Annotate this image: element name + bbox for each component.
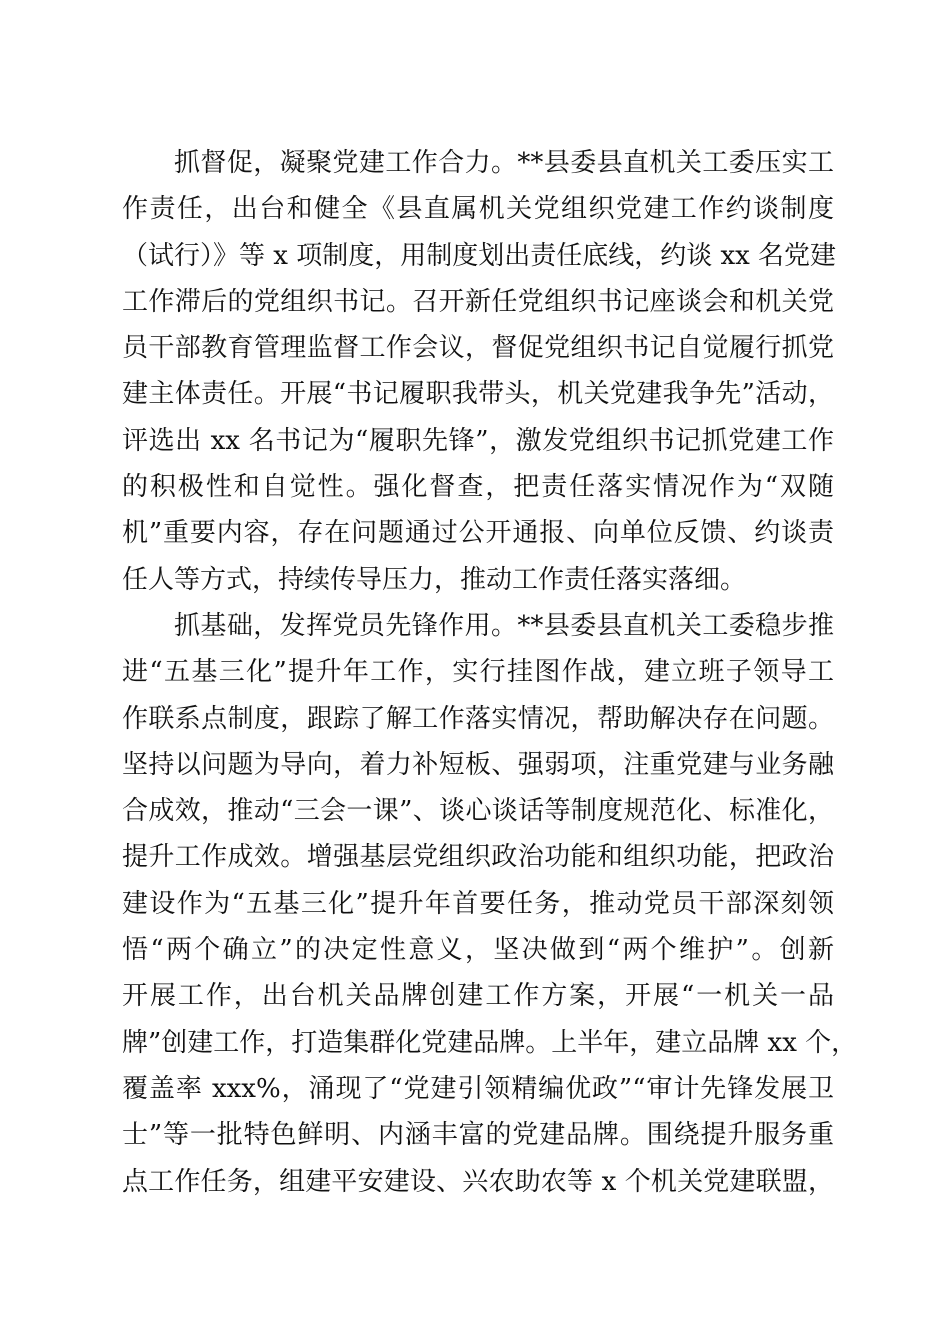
paragraph-supervision — [122, 140, 837, 603]
paragraph-line: 机”重要内容，存在问题通过公开通报、向单位反馈、约谈责 — [122, 518, 834, 549]
paragraph-line: 作联系点制度，跟踪了解工作落实情况，帮助解决存在问题。 — [122, 703, 834, 734]
paragraph-line: 提升工作成效。增强基层党组织政治功能和组织功能，把政治 — [122, 842, 834, 873]
paragraph-line: 抓基础，发挥党员先锋作用。**县委县直机关工委稳步推 — [174, 610, 834, 641]
paragraph-foundation — [122, 603, 858, 1205]
paragraph-line: 合成效，推动“三会一课”、谈心谈话等制度规范化、标准化， — [122, 796, 834, 827]
paragraph-line: 工作滞后的党组织书记。召开新任党组织书记座谈会和机关党 — [122, 286, 834, 317]
paragraph-line: 悟“两个确立”的决定性意义，坚决做到“两个维护”。创新 — [122, 935, 834, 966]
paragraph-line: 抓督促，凝聚党建工作合力。**县委县直机关工委压实工 — [174, 148, 834, 178]
paragraph-line: 覆盖率 xxx%，涌现了“党建引领精编优政”“审计先锋发展卫 — [122, 1073, 834, 1104]
document-body — [122, 140, 858, 1205]
paragraph-line: 士”等一批特色鲜明、内涵丰富的党建品牌。围绕提升服务重 — [122, 1120, 834, 1151]
paragraph-line: （试行）》等 x 项制度，用制度划出责任底线，约谈 xx 名党建 — [122, 240, 837, 271]
paragraph-line: 点工作任务，组建平安建设、兴农助农等 x 个机关党建联盟， — [122, 1166, 834, 1197]
paragraph-line: 的积极性和自觉性。强化督查，把责任落实情况作为“双随 — [122, 472, 834, 503]
paragraph-line: 任人等方式，持续传导压力，推动工作责任落实落细。 — [122, 564, 747, 595]
paragraph-line: 开展工作，出台机关品牌创建工作方案，开展“一机关一品 — [122, 981, 834, 1012]
paragraph-line: 评选出 xx 名书记为“履职先锋”，激发党组织书记抓党建工作 — [122, 425, 834, 456]
paragraph-line: 作责任，出台和健全《县直属机关党组织党建工作约谈制度 — [122, 194, 834, 225]
paragraph-line: 建主体责任。开展“书记履职我带头，机关党建我争先”活动， — [122, 379, 834, 410]
paragraph-line: 牌”创建工作，打造集群化党建品牌。上半年，建立品牌 xx 个， — [122, 1027, 858, 1058]
paragraph-line: 员干部教育管理监督工作会议，督促党组织书记自觉履行抓党 — [122, 333, 834, 364]
paragraph-line: 进“五基三化”提升年工作，实行挂图作战，建立班子领导工 — [122, 657, 834, 688]
paragraph-line: 建设作为“五基三化”提升年首要任务，推动党员干部深刻领 — [122, 888, 834, 919]
paragraph-line: 坚持以问题为导向，着力补短板、强弱项，注重党建与业务融 — [122, 749, 834, 780]
